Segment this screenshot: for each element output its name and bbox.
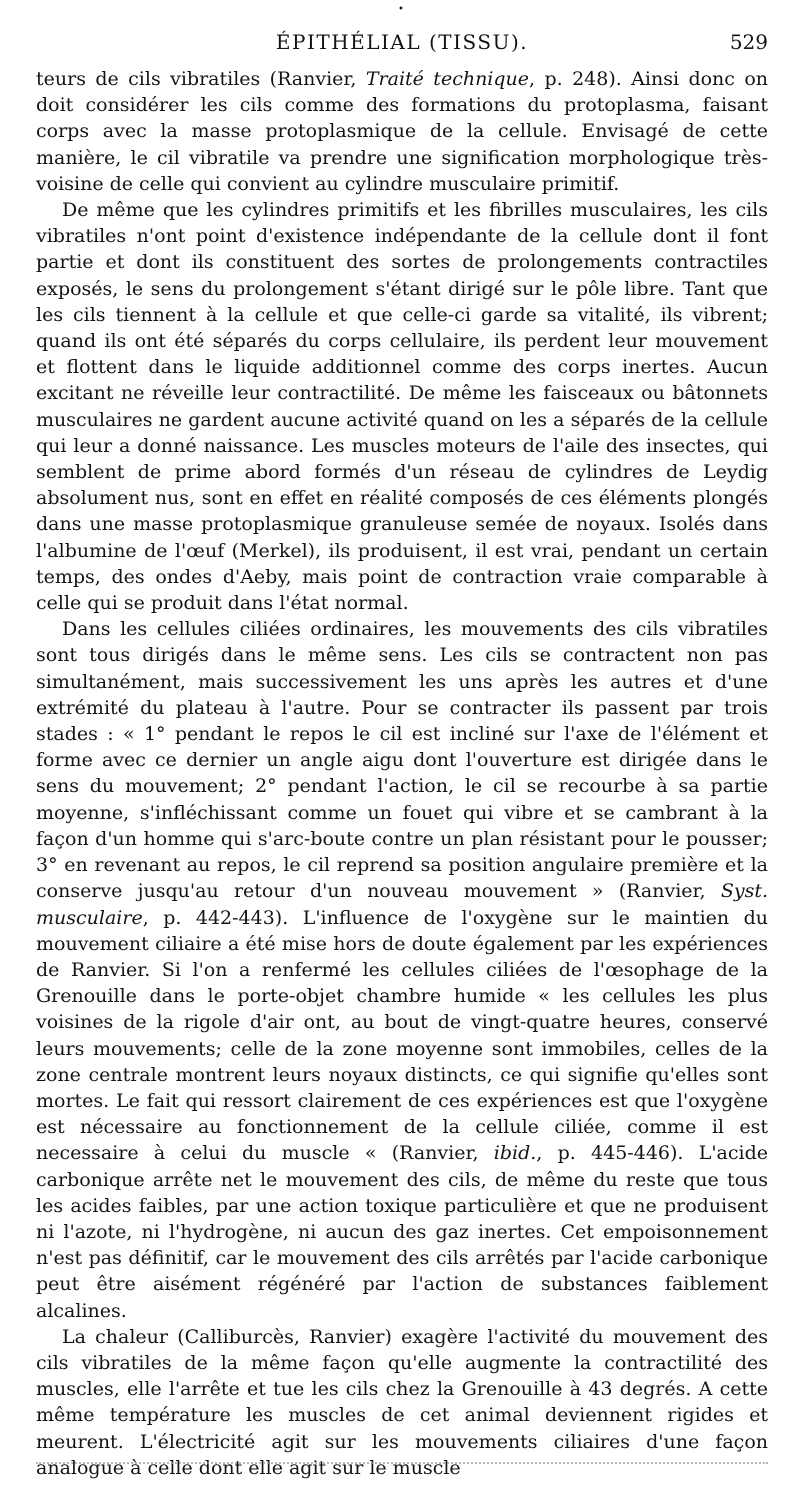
bottom-dotted-rule xyxy=(36,1462,768,1464)
paragraph-2 xyxy=(36,197,768,616)
running-header xyxy=(36,30,768,58)
paragraph-1 xyxy=(36,66,768,197)
text-run: teurs de cils vibratiles (Ranvier, xyxy=(36,68,366,90)
text-run: , p. 442-443). L'influence de l'oxygène sur le maintien du mouvement ciliaire a été mise hors de doute également par les expériences de Ranvier. Si l'on a renfermé les cellules ciliées de l'œsophage de la Grenouille dans le porte-objet chambre humide « les cellules les plus voisines de la rigole d'air ont, au bout de vingt-quatre heures, conservé leurs mouvements; celle de la zone moyenne sont immobiles, celles de la zone centrale montrent leurs noyaux distincts, ce qui signifie qu'elles sont mortes. Le fait qui ressort clairement de ces expériences est que l'oxygène est nécessaire au fonctionnement de la cellule ciliée, comme il est necessaire à celui du muscle « (Ranvier, xyxy=(36,906,768,1165)
paragraph-4 xyxy=(36,1324,768,1481)
text-run: De même que les cylindres primitifs et les fibrilles musculaires, les cils vibratiles n'ont point d'existence indépendante de la cellule dont il font partie et dont ils constituent des sortes de prolongements contractiles exposés, le sens du prolongement s'étant dirigé sur le pôle libre. Tant que les cils tiennent à la cellule et que celle-ci garde sa vitalité, ils vibrent; quand ils ont été séparés du corps cellulaire, ils perdent leur mouvement et flottent dans le liquide additionnel comme des corps inertes. Aucun excitant ne réveille leur contractilité. De même les faisceaux ou bâtonnets musculaires ne gardent aucune activité quand on les a séparés de la cellule qui leur a donné naissance. Les muscles moteurs de l'aile des insectes, qui semblent de prime abord formés d'un réseau de cylindres de Leydig absolument nus, sont en effet en réalité composés de ces éléments plongés dans une masse protoplasmique granuleuse semée de noyaux. Isolés dans l'albumine de l'œuf (Merkel), ils produisent, il est vrai, pendant un certain temps, des ondes d'Aeby, mais point de contraction vraie comparable à celle qui se produit dans l'état normal. xyxy=(36,199,768,615)
text-run: , p. 445-446). L'acide carbonique arrête net le mouvement des cils, de même du reste que tous les acides faibles, par une action toxique particulière et que ne produisent ni l'azote, ni l'hydrogène, ni aucun des gaz inertes. Cet empoisonnement n'est pas définitif, car le mouvement des cils arrêtés par l'acide carbonique peut être aisément régénéré par l'action de substances faiblement alcalines. xyxy=(36,1142,768,1322)
text-run: , p. 248). Ainsi donc on doit considérer les cils comme des formations du protoplasma, faisant corps avec la masse protoplasmique de la cellule. Envisagé de cette manière, le cil vibratile va prendre une signification morphologique très-voisine de celle qui convient au cylindre musculaire primitif. xyxy=(36,68,768,195)
print-mark: • xyxy=(398,4,404,15)
italic-citation: ibid. xyxy=(493,1142,537,1165)
running-title: ÉPITHÉLIAL (TISSU). xyxy=(275,30,529,54)
italic-citation: Traité technique xyxy=(365,68,530,90)
paragraph-3 xyxy=(36,616,768,1323)
page-number: 529 xyxy=(729,30,768,54)
body-text xyxy=(36,66,768,1481)
text-run: La chaleur (Calliburcès, Ranvier) exagère l'activité du mouvement des cils vibratiles de la même façon qu'elle augmente la contractilité des muscles, elle l'arrête et tue les cils chez la Grenouille à 43 degrés. A cette même température les muscles de cet animal deviennent rigides et meurent. L'électricité agit sur les mouvements ciliaires d'une façon analogue à celle dont elle agit sur le muscle xyxy=(36,1325,768,1479)
text-run: Dans les cellules ciliées ordinaires, les mouvements des cils vibratiles sont tous dirigés dans le même sens. Les cils se contractent non pas simultanément, mais successivement les uns après les autres et d'une extrémité du plateau à l'autre. Pour se contracter ils passent par trois stades : « 1° pendant le repos le cil est incliné sur l'axe de l'élément et forme avec ce dernier un angle aigu dont l'ouverture est dirigée dans le sens du mouvement; 2° pendant l'action, le cil se recourbe à sa partie moyenne, s'infléchissant comme un fouet qui vibre et se cambrant à la façon d'un homme qui s'arc-boute contre un plan résistant pour le pousser; 3° en revenant au repos, le cil reprend sa position angulaire première et la conserve jusqu'au retour d'un nouveau mouvement » (Ranvier, xyxy=(36,618,768,903)
italic-citation: Syst. musculaire xyxy=(36,880,768,929)
